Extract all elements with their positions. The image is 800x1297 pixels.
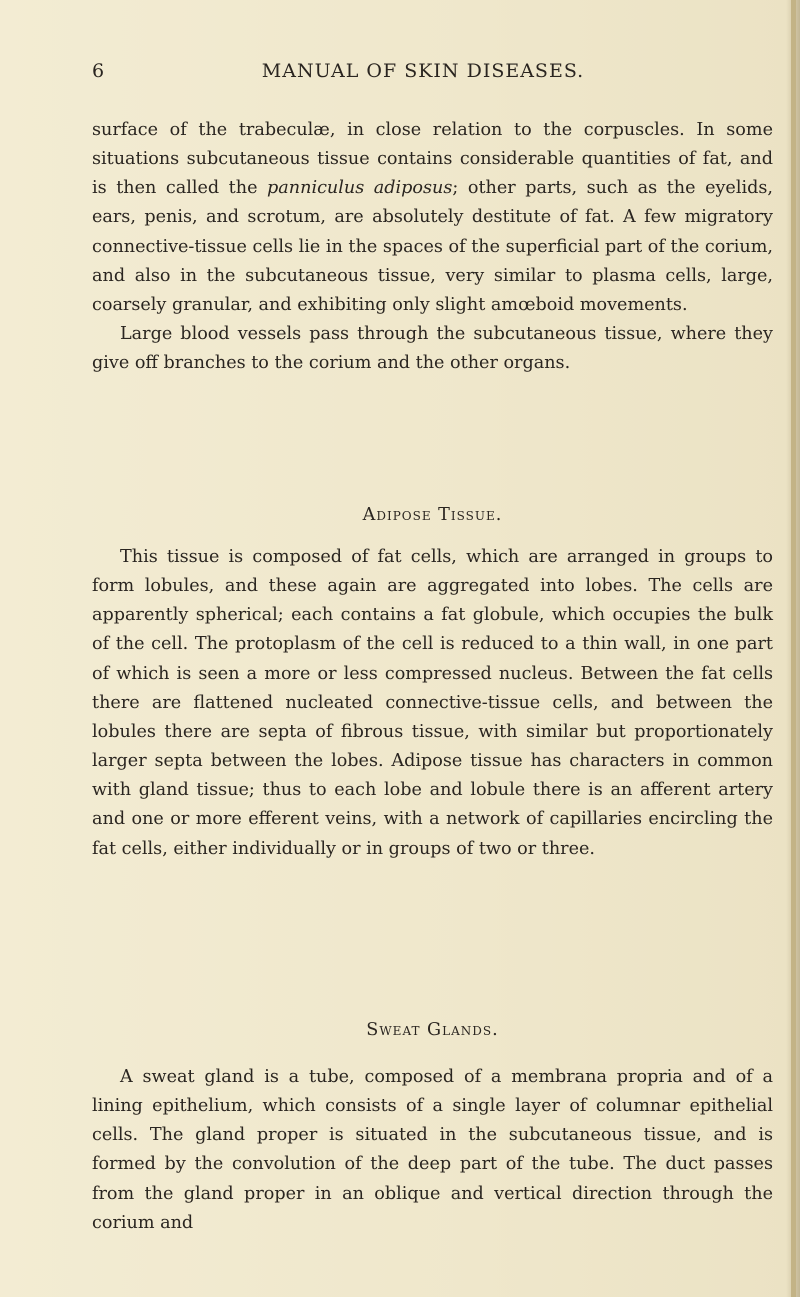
sweat-section	[92, 1063, 773, 1238]
page-edge-binding	[791, 0, 796, 1297]
intro-paragraph-1: surface of the trabeculæ, in close relation to the corpuscles. In some situations subcutaneous tissue contains considerable quantities of fat, and is then called the panniculus adiposus; other parts, such as the eyelids, ears, penis, and scrotum, are absolutely destitute of fat. A few migratory connective-tissue cells lie in the spaces of the superficial part of the corium, and also in the subcutaneous tissue, very similar to plasma cells, large, coarsely granular, and exhibiting only slight amœboid movements.	[92, 120, 773, 315]
intro-paragraph-2: Large blood vessels pass through the subcutaneous tissue, where they give off branches to the corium and the other organs.	[92, 324, 773, 374]
adipose-section	[92, 543, 773, 864]
intro-section	[92, 116, 773, 378]
page-header	[92, 60, 772, 90]
latin-term: panniculus adiposus	[267, 178, 453, 199]
page-number: 6	[92, 60, 106, 82]
adipose-heading: Adipose Tissue.	[362, 505, 503, 525]
sweat-heading: Sweat Glands.	[366, 1020, 499, 1040]
running-title: MANUAL OF SKIN DISEASES.	[261, 60, 585, 82]
sweat-paragraph: A sweat gland is a tube, composed of a membrana propria and of a lining epithelium, which consists of a single layer of columnar epithelial cells. The gland proper is situated in the subcutaneous tissue, and is formed by the convolution of the deep part of the tube. The duct passes from the gland proper in an oblique and vertical direction through the corium and	[92, 1067, 773, 1233]
adipose-paragraph: This tissue is composed of fat cells, which are arranged in groups to form lobules, and these again are aggregated into lobes. The cells are apparently spherical; each contains a fat globule, which occupies the bulk of the cell. The protoplasm of the cell is reduced to a thin wall, in one part of which is seen a more or less compressed nucleus. Between the fat cells there are flattened nucleated connective-tissue cells, and between the lobules there are septa of fibrous tissue, with similar but proportionately larger septa between the lobes. Adipose tissue has characters in common with gland tissue; thus to each lobe and lobule there is an afferent artery and one or more efferent veins, with a network of capillaries encircling the fat cells, either individually or in groups of two or three.	[92, 547, 773, 859]
